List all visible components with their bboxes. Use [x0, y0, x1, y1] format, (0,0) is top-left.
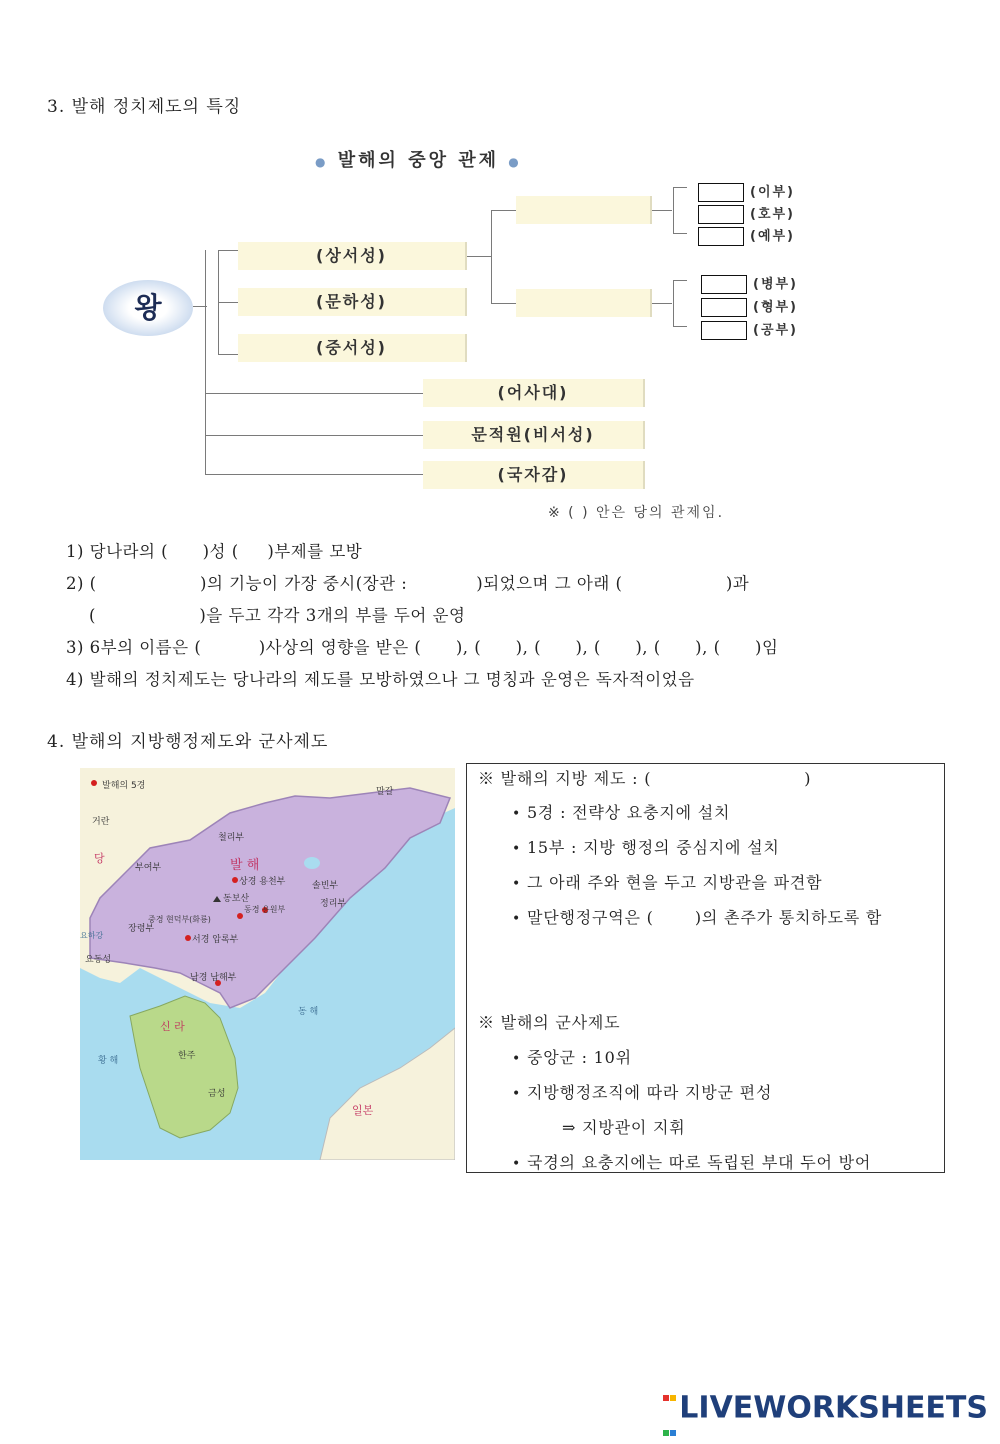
diagram-title: ● 발해의 중앙 관제 ● [315, 150, 522, 171]
local-item-3-text: 그 아래 주와 현을 두고 지방관을 파견함 [526, 873, 823, 892]
question-4: 4) 발해의 정치제도는 당나라의 제도를 모방하였으나 그 명칭과 운영은 독자적이었음 [66, 670, 695, 689]
bu-label-hyeongbu: (형부) [753, 300, 798, 315]
balhae-map [80, 768, 455, 1160]
local-item-1-text: 5경 : 전략상 요충지에 설치 [526, 803, 731, 822]
question-1: 1) 당나라의 ( )성 ( )부제를 모방 [66, 542, 363, 561]
section4-title: 4. 발해의 지방행정제도와 군사제도 [47, 732, 329, 752]
map-label-balhae: 발 해 [230, 858, 260, 873]
map-label-malgal: 말갈 [376, 787, 394, 797]
bar-jeongdangseong-left [516, 196, 652, 224]
military-item-1-text: 중앙군 : 10위 [526, 1048, 632, 1067]
section3-title: 3. 발해 정치제도의 특징 [47, 97, 242, 117]
bar-gukjagam: (국자감) [423, 461, 645, 489]
logo-icon [663, 1374, 676, 1444]
king-badge: 왕 [103, 280, 193, 336]
military-item-2 [512, 1080, 772, 1103]
bu-label-byeongbu: (병부) [753, 277, 798, 292]
map-label-jangryeongbu: 장령부 [128, 924, 155, 934]
map-label-junggyeong: 중경 현덕부(화룡) [148, 915, 211, 924]
local-system-title: ※ 발해의 지방 제도 : ( ) [478, 769, 812, 788]
bar-munhaseong: (문하성) [238, 288, 467, 316]
answer-box-3[interactable] [698, 227, 744, 246]
map-label-solbinbu: 솔빈부 [312, 881, 339, 891]
local-item-1 [512, 800, 730, 823]
map-label-jeongribu: 정리부 [320, 899, 347, 909]
answer-box-1[interactable] [698, 183, 744, 202]
bar-jeongdangseong-right [516, 289, 652, 317]
answer-box-4[interactable] [701, 275, 747, 294]
bullet: • [512, 1051, 522, 1067]
question-2: 2) ( )의 기능이 가장 중시(장관 : )되었으며 그 아래 ( )과 [66, 574, 750, 593]
answer-box-5[interactable] [701, 298, 747, 317]
bar-eosadae: (어사대) [423, 379, 645, 407]
bar-jungseoseong: (중서성) [238, 334, 467, 362]
central-government-diagram [95, 130, 840, 520]
map-label-namgyeong: 남경 남해부 [190, 973, 237, 983]
logo-text: LIVEWORKSHEETS [679, 1390, 988, 1426]
map-legend: 발해의 5경 [102, 781, 146, 791]
map-label-donghae: 동 해 [298, 1007, 319, 1017]
map-shapes [80, 768, 455, 1160]
question-2-cont: ( )을 두고 각각 3개의 부를 두어 운영 [66, 606, 466, 625]
bar-sangseoseong: (상서성) [238, 242, 467, 270]
local-item-3 [512, 870, 822, 893]
bullet: • [512, 911, 522, 927]
bullet: • [512, 1156, 522, 1172]
map-label-georan: 거란 [92, 817, 110, 827]
map-label-hanju: 한주 [178, 1051, 196, 1061]
local-military-box [466, 763, 945, 1173]
bullet: • [512, 841, 522, 857]
map-label-sanggyeong: 상경 용천부 [239, 877, 286, 887]
bu-label-yebu: (예부) [750, 229, 795, 244]
map-label-donggyeong: 동경 용원부 [244, 905, 286, 914]
map-label-dang: 당 [94, 852, 105, 865]
map-label-yohagang: 요하강 [80, 931, 104, 940]
military-item-1 [512, 1045, 632, 1068]
map-label-hwanghae: 황 해 [98, 1056, 119, 1066]
military-sub: ⇒ 지방관이 지휘 [562, 1118, 686, 1137]
bar-munjeokwon: 문적원(비서성) [423, 421, 645, 449]
liveworksheets-logo [663, 1374, 988, 1444]
bu-label-gongbu: (공부) [753, 323, 798, 338]
military-item-3 [512, 1150, 871, 1173]
question-3: 3) 6부의 이름은 ( )사상의 영향을 받은 ( ), ( ), ( ), ( ), ( ), ( )임 [66, 638, 779, 657]
answer-box-6[interactable] [701, 321, 747, 340]
map-label-cheolribu: 철리부 [218, 833, 245, 843]
military-system-title: ※ 발해의 군사제도 [478, 1013, 621, 1032]
answer-box-2[interactable] [698, 205, 744, 224]
military-item-2-text: 지방행정조직에 따라 지방군 편성 [526, 1083, 773, 1102]
local-item-2 [512, 835, 780, 858]
map-label-buyeobu: 부여부 [135, 863, 162, 873]
map-label-seogyeong: 서경 압록부 [192, 935, 239, 945]
diagram-title-text: 발해의 중앙 관제 [337, 150, 500, 171]
local-item-4 [512, 905, 882, 928]
map-label-dongbosan: 동보산 [223, 894, 250, 904]
map-label-yodongseong: 요동성 [85, 955, 112, 965]
bullet: • [512, 1086, 522, 1102]
bullet: • [512, 876, 522, 892]
map-label-silla: 신 라 [160, 1020, 185, 1033]
bu-label-ibu: (이부) [750, 185, 795, 200]
local-item-2-text: 15부 : 지방 행정의 중심지에 설치 [526, 838, 780, 857]
bullet: • [512, 806, 522, 822]
map-label-geumseong: 금성 [208, 1089, 226, 1099]
map-label-ilbon: 일본 [352, 1104, 374, 1117]
local-item-4-text: 말단행정구역은 ( )의 촌주가 통치하도록 함 [526, 908, 883, 927]
diagram-note: ※ ( ) 안은 당의 관제임. [548, 505, 725, 521]
bu-label-hobu: (호부) [750, 207, 795, 222]
military-item-3-text: 국경의 요충지에는 따로 독립된 부대 두어 방어 [526, 1153, 872, 1172]
